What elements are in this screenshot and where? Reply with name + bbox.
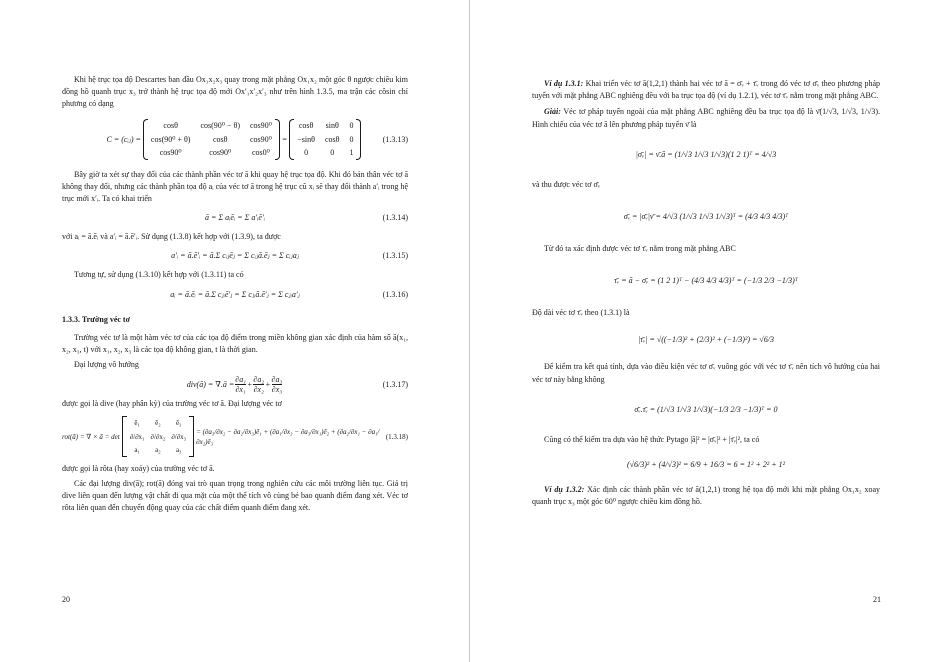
eq-number: (1.3.15): [382, 251, 408, 261]
right-para-length: Độ dài véc tơ τ̄ᵥ theo (1.3.1) là: [532, 308, 630, 318]
eq-number: (1.3.14): [382, 213, 408, 223]
example-label: Ví dụ 1.3.2:: [544, 485, 585, 495]
matrix-cell: 0: [349, 134, 354, 144]
eq6-matrix-cells: [127, 416, 189, 457]
eq1-matrix-cos: [143, 119, 280, 160]
eq1-equals: =: [281, 134, 288, 144]
eq1-matrix-cells: [148, 119, 275, 160]
left-para-rota: được gọi là rôta (hay xoáy) của trường véc tơ ā.: [62, 463, 215, 473]
eq5-frac-1: $\frac{\text{∂a₁}}{\text{∂x₁}}$: [235, 375, 246, 395]
equation-pythagoras: [532, 450, 880, 480]
left-page-content: [62, 74, 408, 514]
right-para-sigma: và thu được véc tơ σ̄ᵥ: [532, 179, 601, 189]
matrix-cell: ē₂: [155, 419, 161, 428]
r-eq3-body: τ̄ᵥ = ā − σ̄ᵥ = (1 2 1)ᵀ − (4/3 4/3 4/3)ᵀ = (−1/3 2/3 −1/3)ᵀ: [614, 276, 798, 286]
matrix-cell: cos90⁰: [250, 134, 272, 144]
eq3-body: a′ᵢ = ā.ē′ᵢ = ā.Σ cᵢⱼēⱼ = Σ cᵢⱼā.ēⱼ = Σ cᵢⱼaⱼ: [171, 251, 299, 261]
matrix-cell: 0: [349, 121, 354, 131]
equation-1-3-14: [62, 209, 408, 227]
matrix-cell: cos90⁰: [250, 121, 272, 131]
example-1-3-1: [532, 78, 880, 102]
eq1-matrix-simplified: [289, 119, 361, 160]
eq-number: (1.3.16): [382, 289, 408, 299]
left-para-rotation: Khi hệ trục tọa độ Descartes ban đầu Ox₁x₂x₃ quay trong mặt phẳng Ox₁x₂ một góc θ ngược chiều kim đồng hồ quanh trục x₃ trở thành hệ trục tọa độ mới Ox′₁x′₂x′₃ như trên hình 1.3.5, ma trận các côsin chỉ phương có dạng: [62, 75, 408, 109]
eq6-det-matrix: [122, 416, 194, 457]
right-para-pythagoras: Cũng có thể kiểm tra dựa vào hệ thức Pytago |ā|² = |σ̄ᵥ|² + |τ̄ᵥ|², ta có: [544, 434, 760, 444]
right-page: [470, 0, 939, 662]
matrix-cell: a₂: [155, 445, 161, 454]
equation-sigma-vector: [532, 195, 880, 239]
section-heading: 1.3.3. Trường véc tơ: [62, 314, 131, 324]
matrix-cell: 0: [330, 147, 335, 157]
page-number: 20: [62, 595, 70, 604]
matrix-cell: 1: [349, 147, 354, 157]
equation-1-3-18: [62, 415, 408, 459]
r-eq6-body: (√6/3)² + (4/√3)² = 6/9 + 16/3 = 6 = 1² + 2² + 1²: [626, 459, 786, 469]
equation-1-3-16: [62, 286, 408, 304]
left-para-scalar: Đại lượng vô hướng: [74, 360, 139, 370]
eq-number: (1.3.17): [382, 379, 408, 389]
solution-para: [532, 106, 880, 130]
left-para-vector-field: Trường véc tơ là một hàm véc tơ của các tọa độ điểm trong miền không gian xác định của hàm số ā(x₁, x₂, x₃, t) với x₁, x₂, x₃ là các tọa độ không gian, t là thời gian.: [62, 332, 408, 355]
solution-text: Véc tơ pháp tuyến ngoài của mặt phẳng ABC nghiêng đều ba trục tọa độ là ν̄(1/√3, 1/√3, 1/√3). Hình chiếu của véc tơ ā lên phương pháp tuyến ν̄ là: [532, 107, 880, 129]
matrix-cell: 0: [304, 147, 309, 157]
equation-1-3-13: [62, 115, 408, 165]
left-page: [0, 0, 469, 662]
matrix-cell: cos(90⁰ + θ): [150, 134, 191, 144]
matrix-cell: sinθ: [325, 121, 339, 131]
matrix-cell: a₁: [134, 445, 140, 454]
right-page-content: [532, 78, 880, 508]
matrix-cell: ∂/∂x₂: [150, 432, 166, 441]
equation-1-3-17: div(ā) = ∇.ā = $\frac{\text{∂a₁}}{\text{∂x₁}}$ + $\frac{\text{∂a₂}}{\text{∂x₂}}$ + $\frac{\text{∂a₃}}{\text{∂x₃}}$ (1.3.17): [186, 375, 408, 395]
right-para-check: Để kiểm tra kết quả tính, dựa vào điều kiện véc tơ σ̄ᵥ vuông góc với véc tơ τ̄ᵥ nên tích vô hướng của hai véc tơ này bằng không: [532, 362, 880, 384]
example-label: Ví dụ 1.3.1:: [544, 79, 584, 88]
eq2-body: ā = Σ aᵢēᵢ = Σ a′ᵢē′ᵢ: [205, 213, 265, 223]
matrix-cell: cos90⁰: [159, 147, 182, 157]
matrix-cell: ē₁: [134, 419, 140, 428]
matrix-cell: ē₃: [175, 419, 182, 428]
matrix-cell: cos90⁰: [209, 147, 232, 157]
eq5-frac-3: $\frac{\text{∂a₃}}{\text{∂x₃}}$: [271, 375, 283, 395]
matrix-cell: cosθ: [212, 134, 228, 144]
eq6-lhs: rot(ā) = ∇ × ā = det: [62, 432, 120, 441]
example-text: Khai triển véc tơ ā(1,2,1) thành hai véc tơ ā = σ̄ᵥ + τ̄ᵥ trong đó véc tơ σ̄ᵥ theo phương pháp tuyến với mặt phẳng ABC nghiêng đều với ba trục tọa độ (ví dụ 1.2.1), véc tơ τ̄ᵥ nằm trong mặt phẳng ABC.: [532, 79, 881, 101]
left-para-similarly: Tương tự, sử dụng (1.3.10) kết hợp với (1.3.11) ta có: [74, 270, 244, 280]
left-para-components: Bây giờ ta xét sự thay đổi của các thành phần véc tơ ā khi quay hệ trục tọa độ. Khi đó bản thân véc tơ ā không thay đổi, nhưng các thành phần tọa độ aᵢ của véc tơ ā trong hệ trục cũ xᵢ sẽ thay đổi thành a′ᵢ trong hệ trục mới x′ᵢ. Ta có khai triển: [62, 169, 408, 204]
eq5-frac-2: $\frac{\text{∂a₂}}{\text{∂x₂}}$: [253, 375, 265, 395]
matrix-cell: a₃: [175, 445, 182, 454]
page-number: 21: [873, 595, 881, 604]
r-eq1-body: |σ̄ᵥ| = ν̄.ā = (1/√3 1/√3 1/√3)(1 2 1)ᵀ = 4/√3: [635, 149, 777, 159]
matrix-cell: ∂/∂x₁: [129, 432, 145, 441]
eq4-body: aᵢ = ā.ēᵢ = ā.Σ cⱼᵢē′ⱼ = Σ cⱼᵢā.ē′ⱼ = Σ cⱼᵢa′ⱼ: [170, 289, 300, 299]
example-text: Xác định các thành phần véc tơ ā(1,2,1) trong hệ tọa độ mới khi mặt phẳng Ox₁x₂ xoay quanh trục x₃ một góc 60⁰ ngược chiều kim đồng hồ.: [532, 485, 880, 507]
matrix-cell: cosθ: [163, 121, 178, 131]
matrix-cell: ∂/∂x₃: [171, 432, 187, 441]
left-para-quantities: Các đại lượng div(ā); rot(ā) đóng vai trò quan trọng trong nghiên cứu các môi trường liên tục. Giá trị dive liên quan đến lượng vật chất đi qua mặt của một thể tích vô cùng bé bao quanh điểm đang xét. Véc tơ rôta liên quan đến chuyển động quay của các chất điểm quanh điểm đang xét.: [62, 478, 408, 513]
matrix-cell: cos0⁰: [252, 147, 270, 157]
eq5-lhs: div(ā) = ∇.ā =: [186, 379, 235, 389]
example-1-3-2: [532, 484, 880, 508]
right-para-tau: Từ đó ta xác định được véc tơ τ̄ᵥ nằm trong mặt phẳng ABC: [544, 244, 736, 254]
matrix-cell: cosθ: [324, 134, 340, 144]
eq1-matrix2-cells: [294, 119, 356, 160]
equation-tau-length: [532, 323, 880, 357]
eq1-lhs: C = (cᵢⱼ) =: [106, 134, 141, 144]
equation-projection: [532, 135, 880, 175]
r-eq5-body: σ̄ᵥ.τ̄ᵥ = (1/√3 1/√3 1/√3)(−1/3 2/3 −1/3)ᵀ = 0: [634, 404, 778, 414]
eq-number: (1.3.13): [382, 134, 408, 144]
r-eq2-body: σ̄ᵥ = |σ̄ᵥ|ν̄ = 4/√3 (1/√3 1/√3 1/√3)ᵀ = (4/3 4/3 4/3)ᵀ: [623, 211, 789, 221]
matrix-cell: −sinθ: [297, 134, 315, 144]
matrix-cell: cos(90⁰ − θ): [200, 121, 240, 131]
left-para-dive: được gọi là dive (hay phân kỳ) của trường véc tơ ā. Đại lượng véc tơ: [62, 399, 282, 409]
matrix-cell: cosθ: [298, 121, 314, 131]
solution-label: Giải:: [544, 107, 561, 117]
eq6-rhs: = (∂a₃/∂x₂ − ∂a₂/∂x₃)ē₁ + (∂a₁/∂x₃ − ∂a₃/∂x₁)ē₂ + (∂a₂/∂x₁ − ∂a₁/∂x₂)ē₃: [196, 427, 380, 446]
equation-1-3-15: [62, 247, 408, 265]
equation-dot-product: [532, 390, 880, 430]
equation-tau-vector: [532, 259, 880, 303]
r-eq4-body: |τ̄ᵥ| = √((−1/3)² + (2/3)² + (−1/3)²) = √6/3: [637, 335, 775, 345]
left-para-using: với aᵢ = ā.ēᵢ và a′ᵢ = ā.ē′ᵢ. Sử dụng (1.3.8) kết hợp với (1.3.9), ta được: [62, 232, 281, 242]
eq-number: (1.3.18): [385, 432, 408, 441]
